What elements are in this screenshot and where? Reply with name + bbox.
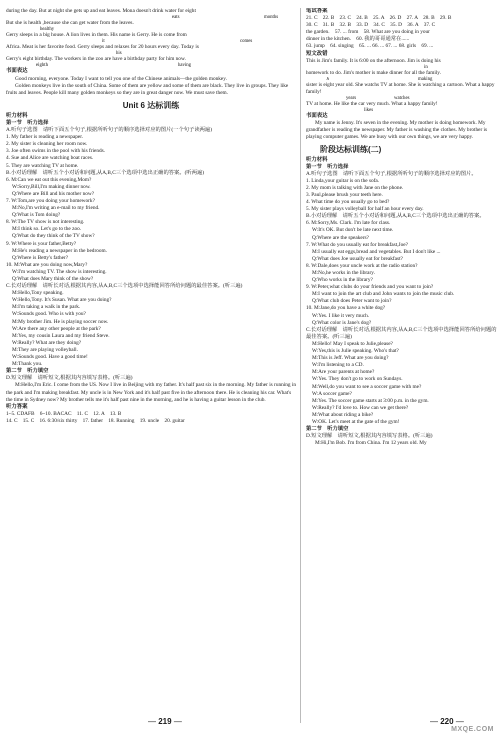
list-item: W:I'm watching TV. The show is interesting.	[12, 268, 107, 275]
list-item: W:OK. Let's meet at the gate of the gym!	[312, 418, 400, 425]
correction-mark: likes	[364, 108, 374, 114]
correction-mark: comes	[240, 39, 253, 45]
instruction: D.短文理解 请听短文,根据其内容填写表格。(听三遍)	[6, 375, 133, 382]
list-item: 7. W:Tom,are you doing your homework?	[6, 197, 95, 204]
instruction: A.听句子选图 请听下面五个句子,根据所听句子的顺序选择对应的图片(一个句子读两遍)	[6, 127, 212, 134]
correction-row	[6, 15, 296, 20]
correction-row	[6, 63, 296, 68]
list-item: 2. My sister is cleaning her room now.	[6, 141, 88, 148]
correction-mark: months	[264, 15, 279, 21]
listening-items-b	[6, 177, 296, 283]
correction-mark: ∧	[326, 76, 330, 82]
answer-line: 30. C 31. B 32. B 33. D 34. C 35. D 36. A 37. C	[306, 22, 436, 29]
list-item: Q:What is Tom doing?	[12, 212, 61, 219]
list-item: Q:What do they think of the TV show?	[12, 233, 95, 240]
section-heading-listening-material: 听力材料	[306, 156, 328, 163]
list-item: 9. W:Peter,what clubs do your friends and you want to join?	[306, 284, 434, 291]
correction-row	[6, 51, 296, 56]
stage-title: 阶段达标训练(二)	[320, 144, 382, 154]
part-heading: 第二节 听力填空	[306, 426, 349, 433]
correction-mark: eighth	[36, 63, 48, 69]
list-item: 5. My sister plays volleyball for half an hour every day.	[306, 206, 424, 213]
list-item: Q:Where are the speakers?	[312, 234, 369, 241]
list-item: W:Really? I'd love to. How can we get there?	[312, 404, 409, 411]
list-item: W:It's OK. But don't be late next time.	[312, 227, 394, 234]
list-item: M:No,I'm writing an e-mail to my friend.	[12, 205, 100, 212]
listening-items-b	[306, 220, 500, 326]
right-column	[306, 8, 500, 728]
correction-mark: having	[178, 63, 192, 69]
list-item: M:Well,do you want to see a soccer game with me?	[312, 383, 422, 390]
text-line: Gerry's eight birthday. The workers in the zoo are have a birthday party for him now.	[6, 56, 186, 63]
listening-items-c	[306, 341, 500, 426]
list-item: Q:What color is Jane's dog?	[312, 319, 372, 326]
answer-line: 1~5. CDAFB 6~10. BACAC 11. C 12. A 13. B	[6, 410, 122, 417]
answer-line: 21. C 22. B 23. C 24. B 25. A 26. D 27. A 28. B 29. B	[306, 15, 452, 22]
listening-items-c	[6, 290, 296, 368]
answer-line: dinner in the kitchen. 60. 我的哥哥通常在......	[306, 36, 410, 43]
text-line: homework to do. Jim's mother is make dinner for all the family.	[306, 69, 441, 76]
text-line: Africa. Meat is her favorite food. Gerry sleeps and relaxes for 20 hours every day. Today is	[6, 44, 199, 51]
correction-row	[306, 108, 500, 113]
list-item: W:Yes. They don't go to work on Sundays.	[312, 376, 403, 383]
writing-paragraph: Golden monkeys live in the south of China. Some of them are yellow and some of them are black. They live in groups. They like fruits and leaves. People kill many golden monkeys so they are in great danger now. We must save them.	[6, 82, 289, 96]
list-item: 2. My mom is talking with Jane on the phone.	[306, 184, 404, 191]
list-item: W:Really? What are they doing?	[12, 339, 82, 346]
list-item: Q:What does Joe usually eat for breakfast?	[312, 255, 403, 262]
section-heading-writing: 书面表达	[306, 113, 328, 120]
instruction: B.小对话理解 请听五个小对话和问题,从A,B,C三个选项中选出正确的答案。	[306, 213, 485, 220]
page-number-right: — 220 —	[430, 717, 464, 726]
instruction: B.小对话理解 请听五个小对话和问题,从A,B,C三个选项中选出正确的答案。(听两遍)	[6, 169, 205, 176]
list-item: Q:Where is Betty's father?	[12, 254, 69, 261]
section-heading-written-answers: 笔试答案	[306, 8, 328, 14]
list-item: W:Sounds good. Who is with you?	[12, 311, 86, 318]
list-item: Q:Who works in the library?	[312, 277, 373, 284]
list-item: 9. W:Where is your father,Betty?	[6, 240, 77, 247]
correction-mark: his	[116, 51, 122, 57]
part-heading: 第二节 听力填空	[6, 368, 49, 375]
list-item: W:Sounds good. Have a good time!	[12, 354, 88, 361]
writing-paragraph: Good morning, everyone. Today I want to tell you one of the Chinese animals—the golden monkey.	[15, 75, 227, 82]
unit-title: Unit 6 达标训练	[122, 100, 180, 110]
section-heading-answers: 听力答案	[6, 403, 28, 410]
list-item: M:My brother Jim. He is playing soccer now.	[12, 318, 109, 325]
list-item: M:I usually eat eggs,bread and vegetables. But I don't like ...	[312, 248, 441, 255]
list-item: 1. Linda,your guitar is on the sofa.	[306, 177, 380, 184]
watermark-logo: MXQE.COM	[451, 725, 494, 733]
part-heading: 第一节 听力选择	[6, 119, 49, 126]
page-number-left: — 219 —	[148, 717, 182, 726]
instruction: C.长对话理解 请听长对话,根据其内容,从A,B,C三个选项中选择能回答所给问题的最佳答案。(听三遍)	[6, 283, 243, 290]
list-item: M:He's reading a newspaper in the bedroom.	[12, 247, 107, 254]
list-item: M:Hello! May I speak to Julie,please?	[312, 340, 393, 347]
text-line: TV at home. He like the car very much. What a happy family!	[306, 101, 438, 108]
list-item: M:What about riding a bike?	[312, 411, 374, 418]
list-item: W:Sorry,Bill,I'm making dinner now.	[12, 183, 91, 190]
column-divider	[300, 8, 301, 723]
list-item: W:I'm listening to a CD.	[312, 362, 364, 369]
list-item: 3. Paul,please brush your teeth here.	[306, 191, 383, 198]
answer-line: the garden. 57. ... from 58. What are you doing in your	[306, 29, 430, 36]
part-heading: 第一节 听力选择	[306, 163, 349, 170]
list-item: Q:What does Mary think of the show?	[12, 276, 94, 282]
list-item: 10. M:Jane,do you have a white dog?	[306, 305, 386, 312]
list-item: M:This is Jeff. What are you doing?	[312, 355, 389, 362]
instruction: C.长对话理解 请听长对话,根据其内容,从A,B,C三个选项中选择能回答所给问题的最佳答案。(听三遍)	[306, 326, 497, 340]
listening-items-a	[6, 134, 296, 169]
correction-row	[306, 65, 500, 70]
correction-mark: years	[346, 96, 357, 102]
list-item: 7. W:What do you usually eat for breakfast,Joe?	[306, 241, 408, 248]
list-item: W:Yes. I like it very much.	[312, 312, 370, 319]
correction-row	[306, 96, 500, 101]
list-item: M:They are playing volleyball.	[12, 346, 78, 353]
left-column	[6, 8, 296, 728]
list-item: M:I'm taking a walk in the park.	[12, 304, 81, 311]
instruction: A.听句子选图 请听下面五个句子,根据所听句子的顺序选择对应的图片。	[306, 170, 477, 177]
list-item: M:Are your parents at home?	[312, 369, 375, 376]
list-item: 1. My father is reading a newspaper.	[6, 134, 84, 141]
list-item: 3. Joe often swims in the pool with his friends.	[6, 148, 106, 155]
text-line: sister is eight year old. She watchs TV at home. She is watching a cartoon. What a happy family!	[306, 81, 495, 95]
list-item: M:Yes, my cousin Laura and my friend Steve.	[12, 332, 110, 339]
list-item: 10. M:What are you doing now,Mary?	[6, 261, 88, 268]
answer-line: 14. C 15. C 16. 6:30/six thirty 17. father 18. Running 19. uncle 20. guitar	[6, 417, 185, 424]
correction-mark: eats	[172, 15, 180, 21]
correction-row	[6, 27, 296, 32]
list-item: Q:Where are Bill and his mother now?	[12, 190, 95, 197]
text-line: This is Jim's family. It is 6:00 on the afternoon. Jim is doing his	[306, 57, 441, 64]
correction-mark: in	[424, 64, 428, 70]
answer-line: 63. jump 64. singing 65. ... 66. ... 67. ... 68. girls 69. ...	[306, 43, 434, 50]
listening-passage: M:Hello,I'm Eric. I come from the US. Now I live in Beijing with my father. It's half past six in the morning. My father is running in the park and I'm making breakfast. My uncle is in New York and it's half past five in the afternoon there. He is cleaning his car. What's the time in Sydney now? My brother tells me it's half past nine in the morning, and he is having a guitar lesson in the club.	[6, 382, 296, 403]
list-item: 6. M:Can we eat out this evening,Mom?	[6, 176, 92, 183]
correction-row	[6, 39, 296, 44]
section-heading-error-correction: 短文改错	[306, 50, 328, 57]
correction-mark: watches	[394, 96, 410, 102]
list-item: 4. Sue and Alice are watching boat races.	[6, 155, 94, 162]
correction-mark: it	[102, 39, 105, 45]
correction-row	[306, 77, 500, 82]
list-item: 5. They are watching TV at home.	[6, 162, 79, 169]
list-item: M:I think so. Let's go to the zoo.	[12, 226, 82, 233]
text-line: during the day. But at night she gets up and eat leaves. Mona doesn't drink water for eight	[6, 8, 196, 14]
list-item: Q:What club does Peter want to join?	[312, 298, 392, 305]
list-item: W:Are there any other people at the park?	[12, 325, 101, 332]
correction-mark: healthy	[40, 27, 55, 33]
text-line: Gerry sleeps in a big house. A lion lives in them. His name is Gerry. He is come from	[6, 32, 187, 39]
writing-paragraph: My name is Jenny. It's seven in the evening. My mother is doing homework. My grandfather is reading the newspaper. My father is washing the clothes. My brother is playing computer games. We are busy with our own things, we are very happy.	[306, 120, 488, 141]
list-item: M:Thank you.	[12, 361, 43, 368]
list-item: 8. W:The TV show is not interesting.	[6, 219, 85, 226]
list-item: 8. W:Dale,does your uncle work at the radio station?	[306, 262, 418, 269]
section-heading-listening-material: 听力材料	[6, 112, 28, 119]
list-item: 4. What time do you usually go to bed?	[306, 199, 390, 206]
instruction: D.短文理解 请听短文,根据其内容填写表格。(听三遍)	[306, 433, 433, 440]
listening-items-a	[306, 178, 500, 213]
section-heading-writing: 书面表达	[6, 68, 28, 75]
list-item: W:Hello,Tony. It's Susan. What are you doing?	[12, 297, 112, 304]
list-item: M:Hello,Tony speaking.	[12, 290, 64, 297]
list-item: W:Yes,this is Julie speaking. Who's that?	[312, 348, 399, 355]
list-item: M:No,he works in the library.	[312, 270, 375, 276]
listening-passage: M:Hi,I'm Bob. I'm from China. I'm 12 years old. My	[315, 440, 427, 447]
list-item: M:Yes. The soccer game starts at 3:00 p.m. in the gym.	[312, 397, 429, 404]
correction-mark: making	[418, 76, 433, 82]
text-line: But she is health ,because she can get water from the leaves.	[6, 20, 134, 27]
list-item: 6. M:Sorry,Ms. Clark. I'm late for class.	[306, 220, 391, 227]
list-item: M:I want to join the art club and John wants to join the music club.	[312, 291, 455, 298]
list-item: W:A soccer game?	[312, 390, 352, 397]
